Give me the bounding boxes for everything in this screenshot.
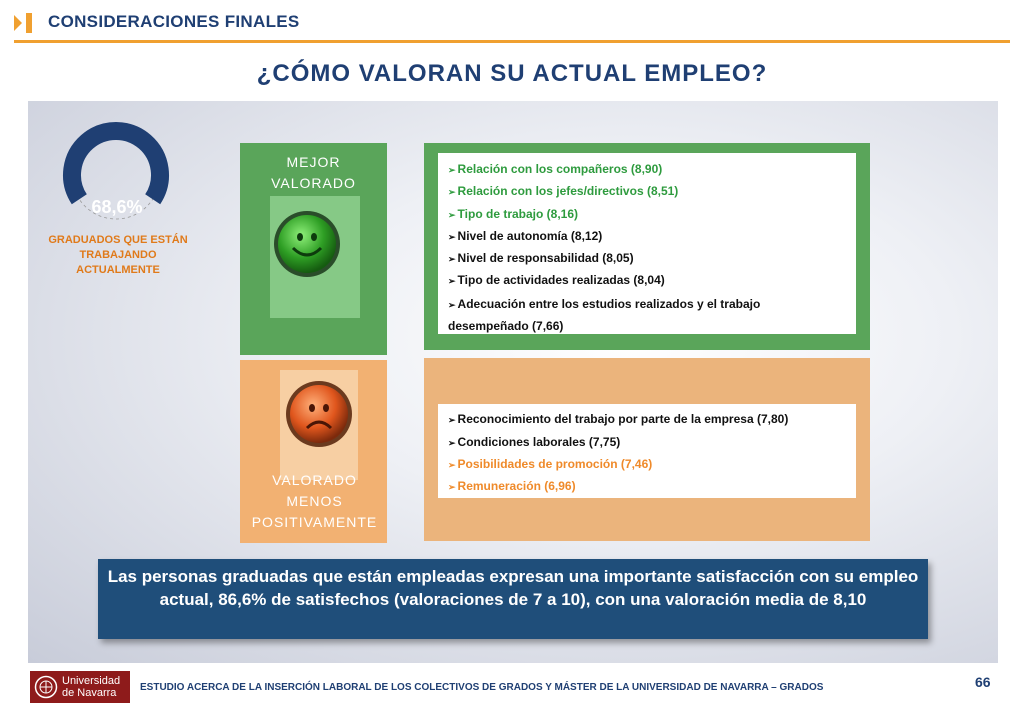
header-divider xyxy=(14,40,1010,43)
worst-item-1: ➢ Reconocimiento del trabajo por parte de la empresa (7,80) xyxy=(448,412,789,426)
summary-banner: Las personas graduadas que están empleadas expresan una importante satisfacción con su empleo actual, 86,6% de satisfechos (valoraciones de 7 a 10), con una valoración media de 8,10 xyxy=(98,559,928,639)
donut-employed-segment xyxy=(72,131,160,199)
university-seal-icon xyxy=(34,675,58,699)
page-title: ¿CÓMO VALORAN SU ACTUAL EMPLEO? xyxy=(256,60,768,87)
section-title: CONSIDERACIONES FINALES xyxy=(48,12,300,31)
best-item-3: ➢ Tipo de trabajo (8,16) xyxy=(448,207,579,221)
page-number: 66 xyxy=(975,674,991,690)
sad-face-icon xyxy=(285,380,353,448)
donut-caption: GRADUADOS QUE ESTÁN TRABAJANDO ACTUALMENTE xyxy=(48,234,188,276)
worst-item-2: ➢ Condiciones laborales (7,75) xyxy=(448,435,621,449)
best-item-1: ➢ Relación con los compañeros (8,90) xyxy=(448,162,663,176)
best-item-5: ➢ Nivel de responsabilidad (8,05) xyxy=(448,251,634,265)
worst-item-3: ➢ Posibilidades de promoción (7,46) xyxy=(448,457,653,471)
logo-line-1: Universidad xyxy=(62,675,121,687)
smiley-face-icon xyxy=(273,210,341,278)
best-item-6: ➢ Tipo de actividades realizadas (8,04) xyxy=(448,273,665,287)
best-item-2: ➢ Relación con los jefes/directivos (8,51) xyxy=(448,184,679,198)
employment-percentage: 68,6% xyxy=(91,197,143,217)
best-item-7: ➢ Adecuación entre los estudios realizados y el trabajo desempeñado (7,66) xyxy=(448,297,761,333)
footer-text: ESTUDIO ACERCA DE LA INSERCIÓN LABORAL DE LOS COLECTIVOS DE GRADOS Y MÁSTER DE LA UNIVERSIDAD DE NAVARRA – GRADOS xyxy=(140,682,824,693)
best-item-4: ➢ Nivel de autonomía (8,12) xyxy=(448,229,603,243)
section-marker-icon xyxy=(14,11,38,35)
logo-line-2: de Navarra xyxy=(62,687,117,699)
logo-text xyxy=(62,675,120,699)
worst-valued-label: VALORADO MENOS POSITIVAMENTE xyxy=(251,472,378,530)
worst-item-4: ➢ Remuneración (6,96) xyxy=(448,479,576,493)
best-valued-label: MEJOR VALORADO xyxy=(271,154,356,191)
